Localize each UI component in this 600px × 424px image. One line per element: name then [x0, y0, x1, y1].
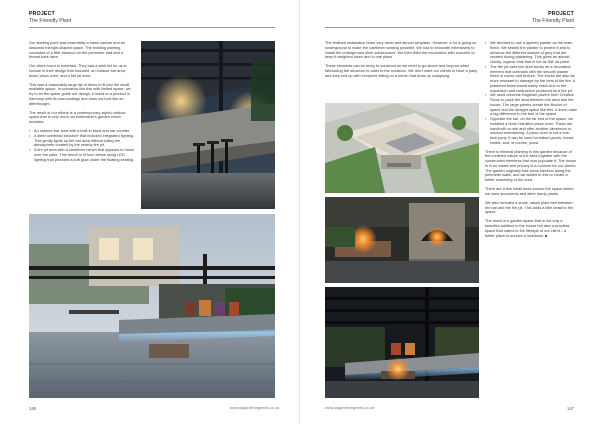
- right-header-subtitle: The Friendly Plant: [531, 17, 574, 24]
- photo-pizza-oven-image: [325, 197, 479, 283]
- right-bullet-item: • The fire pit uses kiln-fired bricks as a decorative element that contrasts with the smooth plaster finish in colour and texture. The bricks are also far more resistant to damage by the heat of the fire. A plastered finish would easily crack due to the expansion and contraction produced by a fire pit.: [485, 65, 577, 94]
- left-bullet-item: • A steel overhead structure that included integrated lighting. This gently lights up the bar area without killing the atmosphere created by the nearby fire pit.: [29, 134, 135, 148]
- left-bullet-list: [29, 129, 135, 162]
- photo-cantilever-bench-image: [29, 214, 275, 398]
- left-header-title: PROJECT: [29, 11, 55, 17]
- photo-design-render: [325, 103, 479, 193]
- right-bullet-item: • Opposite the bar, on the far end of the space, we installed a Nosh Hamilton pizza oven. These are handbuilt on-site and offer another dimension to outdoor entertaining. A pizza oven is not a one-trick pony. It can be used for baked goods, bread, roasts, and, of course, pizza.: [485, 117, 577, 146]
- right-paragraph: There are a few small beds around the space where we used succulents and other hardy plants.: [485, 187, 574, 196]
- left-header-subtitle: The Friendly Plant: [29, 17, 72, 24]
- photo-pizza-oven: [325, 197, 479, 283]
- left-page-header: [29, 11, 71, 24]
- photo-bar-counter: [141, 41, 275, 209]
- right-header-title: PROJECT: [548, 11, 574, 17]
- left-header-rule: [29, 27, 275, 28]
- right-bullet-item: • We used concrete Eagleton pavers from Creative Stone to pave the area between the area and the house. The large pavers create the illusion of space and the straight space like this, it does make a big difference to the feel of the space.: [485, 93, 577, 117]
- photo-cantilever-bench: [29, 214, 275, 398]
- photo-bar-counter-image: [141, 41, 275, 209]
- right-paragraph: The result is a garden space that is not only a beautiful addition to the house but also a practical space that caters to the lifestyle of our client – a better place to survive a lockdown. ■: [485, 219, 570, 238]
- right-text-column: [485, 41, 577, 403]
- right-bullet-list: [485, 41, 577, 146]
- left-page-number: 146: [29, 406, 36, 411]
- left-paragraph: Our client loved to entertain. They had a wish list for us to include in their design that included, an outdoor bar area, braai, pizza oven, and a fire pit area.: [29, 64, 127, 78]
- photo-fire-pit-night-image: [325, 287, 479, 398]
- left-paragraph: This was a reasonably large list of items to fit into the small available space. In scenarios like this with limited space, we try to let the space guide our design. It leads to a product in harmony with its surroundings and does not look like an afterthought.: [29, 82, 131, 106]
- right-page: [300, 0, 600, 424]
- photo-design-render-image: [325, 103, 479, 193]
- photo-fire-pit-night: [325, 287, 479, 398]
- right-middle-paragraph: These elements can be tricky to construct as we need to go above and beyond when fabricating the structure to cater to the occasion. We don't want our clients to have a party and they end up with everyone sitting on a bench that ends up collapsing.: [325, 64, 478, 78]
- right-middle-paragraph: The finished installation looks very clean and almost simplistic. However, a lot is going on underground to make the cantilever seating possible. We had to excavate extensively to install the underground steel substructure. We then filled the excavation with concrete to keep it weighted down and in one place.: [325, 41, 477, 60]
- left-bullet-item: • A fire pit area with a cantilever bench that appears to hover over the patio. This bench is lit from below using LED lighting that provides a soft glow under the floating seating.: [29, 148, 135, 162]
- left-footer-url: www.sagardeningnews.co.za: [230, 406, 279, 410]
- left-text-column: [29, 41, 135, 206]
- right-paragraph: There is minimal planting in this garden because of the confined nature of the area together with the constructed elements that now populate it. The house is in an estate and privacy is a concern for our clients. The garden originally had some bamboo along the perimeter walls, and we added to this to create a better screening of the area.: [485, 149, 577, 183]
- left-bullet-item: • An outdoor bar area with a built-in braai and bar counter.: [29, 129, 135, 134]
- left-paragraph: The result of our efforts is a contemporary-styled outdoor space that is very much an entertainer's garden which includes:: [29, 110, 126, 125]
- right-middle-text: [325, 41, 481, 99]
- left-paragraph: Our starting point was essentially a blank canvas and an awkward triangle-shaped space. The existing planting consisted of a little bamboo on the perimeter wall and a thread-bare lawn.: [29, 41, 125, 60]
- right-paragraph: We also included a small, raised plant bed between the bar and the fire pit. This adds a little detail to the space.: [485, 200, 574, 215]
- right-bullet-item: • We decided to use a layered planter as the main finish. We sealed the planter to protect it and to enhance the different shades of grey that are created during plastering. This gives an almost cloudy, organic look that is not as 'flat' as paint.: [485, 41, 577, 65]
- right-page-number: 147: [567, 406, 574, 411]
- right-page-header: [532, 11, 574, 24]
- right-header-rule: [325, 27, 575, 28]
- right-footer-url: www.sagardeningnews.co.za: [325, 406, 374, 410]
